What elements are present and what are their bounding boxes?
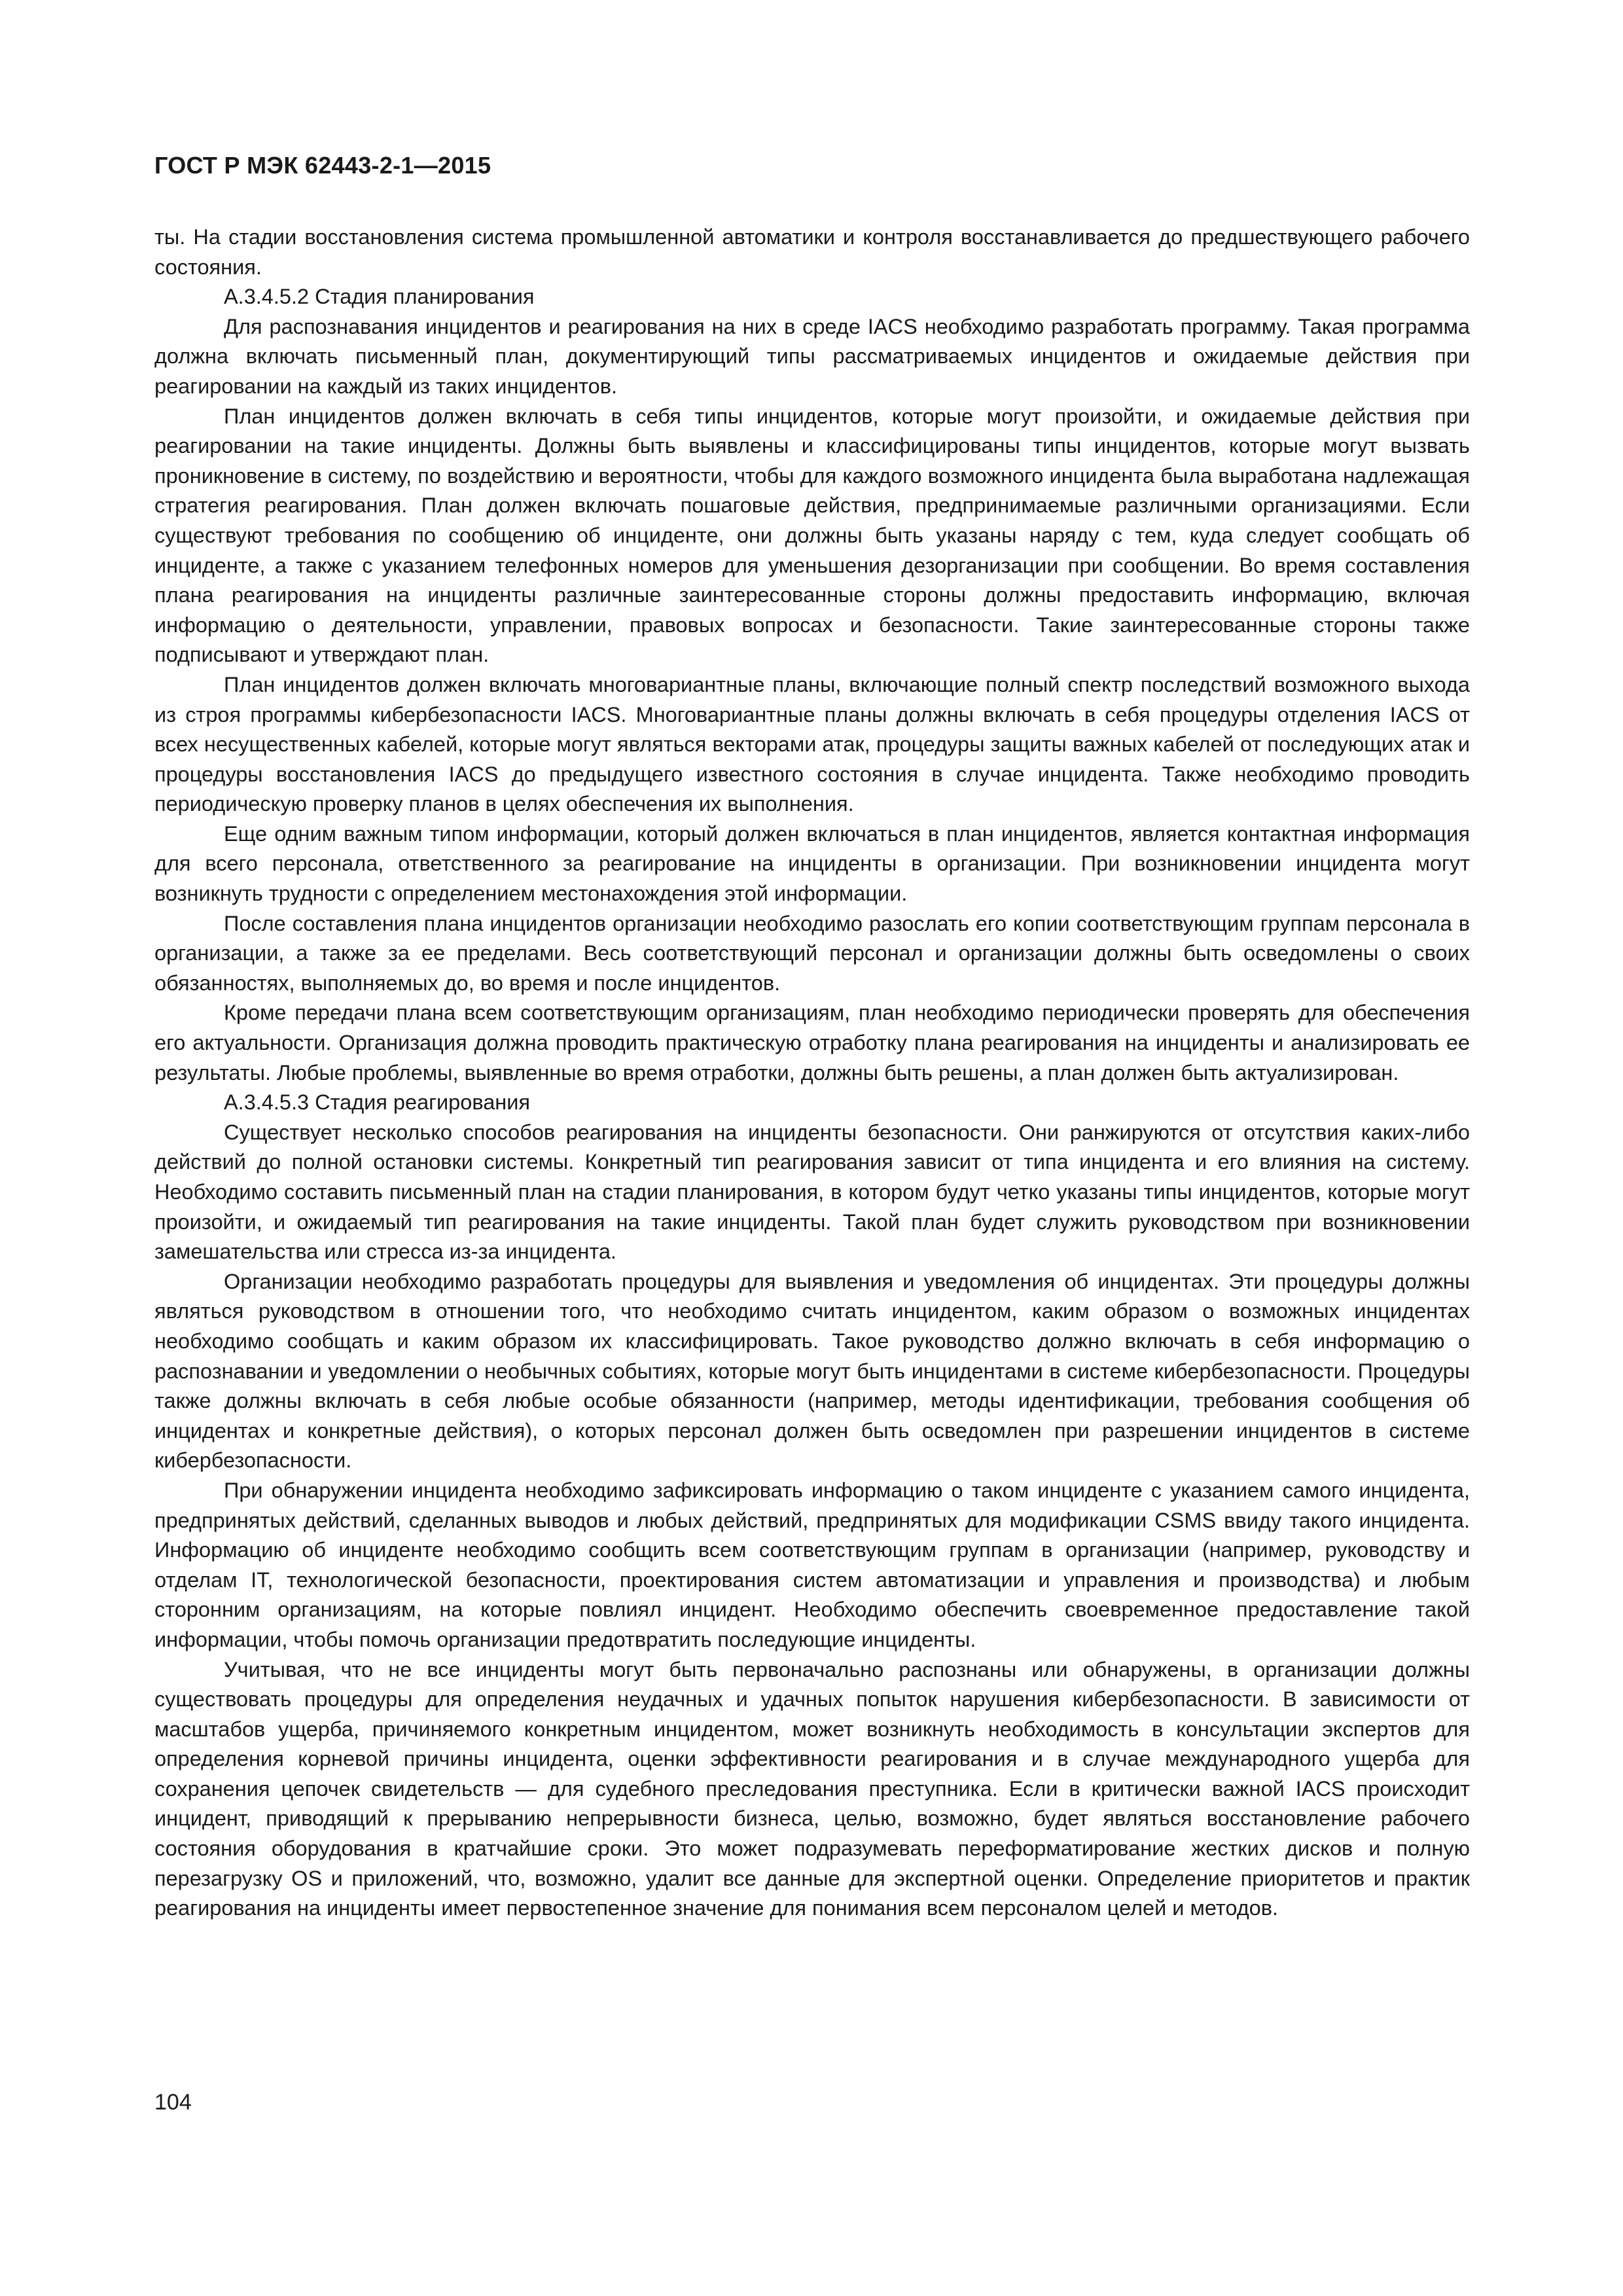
paragraph: Еще одним важным типом информации, который должен включаться в план инцидентов, является контактная информация для всего персонала, ответственного за реагирование на инциденты в организации. При возникновении инцидента могут возникнуть трудности с определением местонахождения этой информации. xyxy=(154,821,1470,906)
paragraph: План инцидентов должен включать многовариантные планы, включающие полный спектр последствий возможного выхода из строя программы кибербезопасности IACS. Многовариантные планы должны включать в себя процедуры отделения IACS от всех несущественных кабелей, которые могут являться векторами атак, процедуры защиты важных кабелей от последующих атак и процедуры восстановления IACS до предыдущего известного состояния в случае инцидента. Также необходимо проводить периодическую проверку планов в целях обеспечения их выполнения. xyxy=(154,672,1470,816)
paragraph: Организации необходимо разработать процедуры для выявления и уведомления об инцидентах. Эти процедуры должны являться руководством в отношении того, что необходимо считать инцидентом, каким образом о возможных инцидентах необходимо сообщать и каким образом их классифицировать. Такое руководство должно включать в себя информацию о распознавании и уведомлении о необычных событиях, которые могут быть инцидентами в системе кибербезопасности. Процедуры также должны включать в себя любые особые обязанности (например, методы идентификации, требования сообщения об инцидентах и конкретные действия), о которых персонал должен быть осведомлен при разрешении инцидентов в системе кибербезопасности. xyxy=(154,1269,1470,1473)
document-body xyxy=(154,223,1470,1924)
section-heading: А.3.4.5.2 Стадия планирования xyxy=(224,285,535,309)
paragraph: После составления плана инцидентов организации необходимо разослать его копии соответствующим группам персонала в организации, а также за ее пределами. Весь соответствующий персонал и организации должны быть осведомлены о своих обязанностях, выполняемых до, во время и после инцидентов. xyxy=(154,911,1470,995)
section-heading: А.3.4.5.3 Стадия реагирования xyxy=(224,1090,530,1115)
paragraph: ты. На стадии восстановления система промышленной автоматики и контроля восстанавливается до предшествующего рабочего состояния. xyxy=(154,225,1470,279)
paragraph: Для распознавания инцидентов и реагирования на них в среде IACS необходимо разработать программу. Такая программа должна включать письменный план, документирующий типы рассматриваемых инцидентов и ожидаемые действия при реагировании на каждый из таких инцидентов. xyxy=(154,314,1470,398)
page-number: 104 xyxy=(154,2090,192,2115)
document-header: ГОСТ Р МЭК 62443-2-1—2015 xyxy=(154,152,491,179)
paragraph: При обнаружении инцидента необходимо зафиксировать информацию о таком инциденте с указанием самого инцидента, предпринятых действий, сделанных выводов и любых действий, предпринятых для модификации CSMS ввиду такого инцидента. Информацию об инциденте необходимо сообщить всем соответствующим группам в организации (например, руководству и отделам IT, технологической безопасности, проектирования систем автоматизации и управления и производства) и любым сторонним организациям, на которые повлиял инцидент. Необходимо обеспечить своевременное предоставление такой информации, чтобы помочь организации предотвратить последующие инциденты. xyxy=(154,1478,1470,1651)
paragraph: Существует несколько способов реагирования на инциденты безопасности. Они ранжируются от отсутствия каких-либо действий до полной остановки системы. Конкретный тип реагирования зависит от типа инцидента и его влияния на систему. Необходимо составить письменный план на стадии планирования, в котором будут четко указаны типы инцидентов, которые могут произойти, и ожидаемый тип реагирования на такие инциденты. Такой план будет служить руководством при возникновении замешательства или стресса из-за инцидента. xyxy=(154,1120,1470,1264)
paragraph: План инцидентов должен включать в себя типы инцидентов, которые могут произойти, и ожидаемые действия при реагировании на такие инциденты. Должны быть выявлены и классифицированы типы инцидентов, которые могут вызвать проникновение в систему, по воздействию и вероятности, чтобы для каждого возможного инцидента была выработана надлежащая стратегия реагирования. План должен включать пошаговые действия, предпринимаемые различными организациями. Если существуют требования по сообщению об инциденте, они должны быть указаны наряду с тем, куда следует сообщать об инциденте, а также с указанием телефонных номеров для уменьшения дезорганизации при сообщении. Во время составления плана реагирования на инциденты различные заинтересованные стороны должны предоставить информацию, включая информацию о деятельности, управлении, правовых вопросах и безопасности. Такие заинтересованные стороны также подписывают и утверждают план. xyxy=(154,404,1470,667)
paragraph: Учитывая, что не все инциденты могут быть первоначально распознаны или обнаружены, в организации должны существовать процедуры для определения неудачных и удачных попыток нарушения кибербезопасности. В зависимости от масштабов ущерба, причиняемого конкретным инцидентом, может возникнуть необходимость в консультации экспертов для определения корневой причины инцидента, оценки эффективности реагирования и в случае международного ущерба для сохранения цепочек свидетельств — для судебного преследования преступника. Если в критически важной IACS происходит инцидент, приводящий к прерыванию непрерывности бизнеса, целью, возможно, будет являться восстановление рабочего состояния оборудования в кратчайшие сроки. Это может подразумевать переформатирование жестких дисков и полную перезагрузку OS и приложений, что, возможно, удалит все данные для экспертной оценки. Определение приоритетов и практик реагирования на инциденты имеет первостепенное значение для понимания всем персоналом целей и методов. xyxy=(154,1657,1470,1920)
paragraph: Кроме передачи плана всем соответствующим организациям, план необходимо периодически проверять для обеспечения его актуальности. Организация должна проводить практическую отработку плана реагирования на инциденты и анализировать ее результаты. Любые проблемы, выявленные во время отработки, должны быть решены, а план должен быть актуализирован. xyxy=(154,1001,1470,1085)
